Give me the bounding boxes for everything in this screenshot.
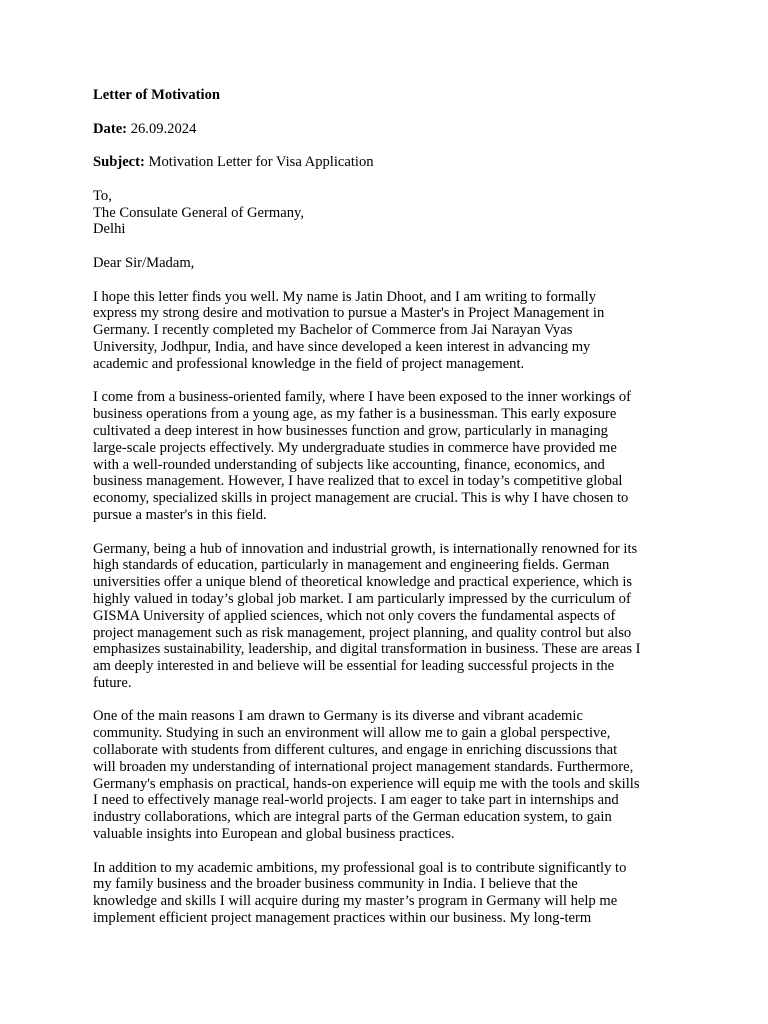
paragraph-line: economy, specialized skills in project management are crucial. This is why I have chosen to	[93, 490, 629, 507]
address-line: The Consulate General of Germany,	[93, 204, 304, 221]
letter-title: Letter of Motivation	[93, 87, 220, 103]
paragraph-line: emphasizes sustainability, leadership, and digital transformation in business. These are areas I	[93, 641, 641, 658]
paragraph-line: I hope this letter finds you well. My name is Jatin Dhoot, and I am writing to formally	[93, 288, 596, 305]
salutation: Dear Sir/Madam,	[93, 254, 195, 271]
paragraph-line: valuable insights into European and global business practices.	[93, 826, 455, 843]
paragraph-line: high standards of education, particularly in management and engineering fields. German	[93, 557, 610, 574]
paragraph-line: In addition to my academic ambitions, my professional goal is to contribute significantly to	[93, 859, 627, 876]
paragraph-line: Germany. I recently completed my Bachelor of Commerce from Jai Narayan Vyas	[93, 322, 573, 339]
subject-label: Subject:	[93, 154, 145, 171]
body-paragraph-1	[93, 289, 683, 373]
date-label: Date:	[93, 120, 128, 137]
body-paragraph-4	[93, 708, 683, 842]
paragraph-line: with a well-rounded understanding of subjects like accounting, finance, economics, and	[93, 456, 605, 473]
paragraph-line: academic and professional knowledge in the field of project management.	[93, 355, 525, 372]
body-paragraph-5	[93, 860, 683, 927]
paragraph-line: future.	[93, 674, 132, 691]
paragraph-line: One of the main reasons I am drawn to Germany is its diverse and vibrant academic	[93, 708, 583, 725]
paragraph-line: will broaden my understanding of international project management standards. Furthermore,	[93, 758, 634, 775]
subject-value: Motivation Letter for Visa Application	[144, 154, 374, 171]
letter-page	[93, 87, 683, 944]
paragraph-line: project management such as risk management, project planning, and quality control but also	[93, 624, 632, 641]
paragraph-line: highly valued in today’s global job market. I am particularly impressed by the curriculum of	[93, 590, 631, 607]
paragraph-line: I come from a business-oriented family, where I have been exposed to the inner workings of	[93, 389, 632, 406]
body-paragraph-3	[93, 541, 683, 692]
address-line: Delhi	[93, 221, 126, 238]
paragraph-line: large-scale projects effectively. My undergraduate studies in commerce have provided me	[93, 439, 617, 456]
paragraph-line: knowledge and skills I will acquire during my master’s program in Germany will help me	[93, 893, 618, 910]
paragraph-line: GISMA University of applied sciences, which not only covers the fundamental aspects of	[93, 607, 616, 624]
recipient-address	[93, 188, 683, 238]
date-line	[93, 121, 683, 138]
address-line: To,	[93, 187, 112, 204]
paragraph-line: business operations from a young age, as my father is a businessman. This early exposure	[93, 406, 617, 423]
paragraph-line: implement efficient project management practices within our business. My long-term	[93, 910, 592, 927]
paragraph-line: I need to effectively manage real-world projects. I am eager to take part in internships and	[93, 792, 619, 809]
paragraph-line: University, Jodhpur, India, and have since developed a keen interest in advancing my	[93, 338, 591, 355]
paragraph-line: collaborate with students from different cultures, and engage in enriching discussions that	[93, 742, 618, 759]
subject-line	[93, 154, 683, 171]
paragraph-line: universities offer a unique blend of theoretical knowledge and practical experience, which is	[93, 574, 633, 591]
body-paragraph-2	[93, 389, 683, 523]
paragraph-line: Germany's emphasis on practical, hands-on experience will equip me with the tools and skills	[93, 775, 640, 792]
date-value: 26.09.2024	[127, 120, 197, 137]
paragraph-line: business management. However, I have realized that to excel in today’s competitive global	[93, 473, 623, 490]
paragraph-line: express my strong desire and motivation to pursue a Master's in Project Management in	[93, 305, 605, 322]
paragraph-line: am deeply interested in and believe will be essential for leading successful projects in the	[93, 658, 615, 675]
paragraph-line: my family business and the broader business community in India. I believe that the	[93, 876, 578, 893]
paragraph-line: community. Studying in such an environment will allow me to gain a global perspective,	[93, 725, 611, 742]
paragraph-line: pursue a master's in this field.	[93, 506, 267, 523]
paragraph-line: industry collaborations, which are integral parts of the German education system, to gain	[93, 809, 612, 826]
paragraph-line: Germany, being a hub of innovation and industrial growth, is internationally renowned for its	[93, 540, 638, 557]
paragraph-line: cultivated a deep interest in how businesses function and grow, particularly in managing	[93, 422, 608, 439]
